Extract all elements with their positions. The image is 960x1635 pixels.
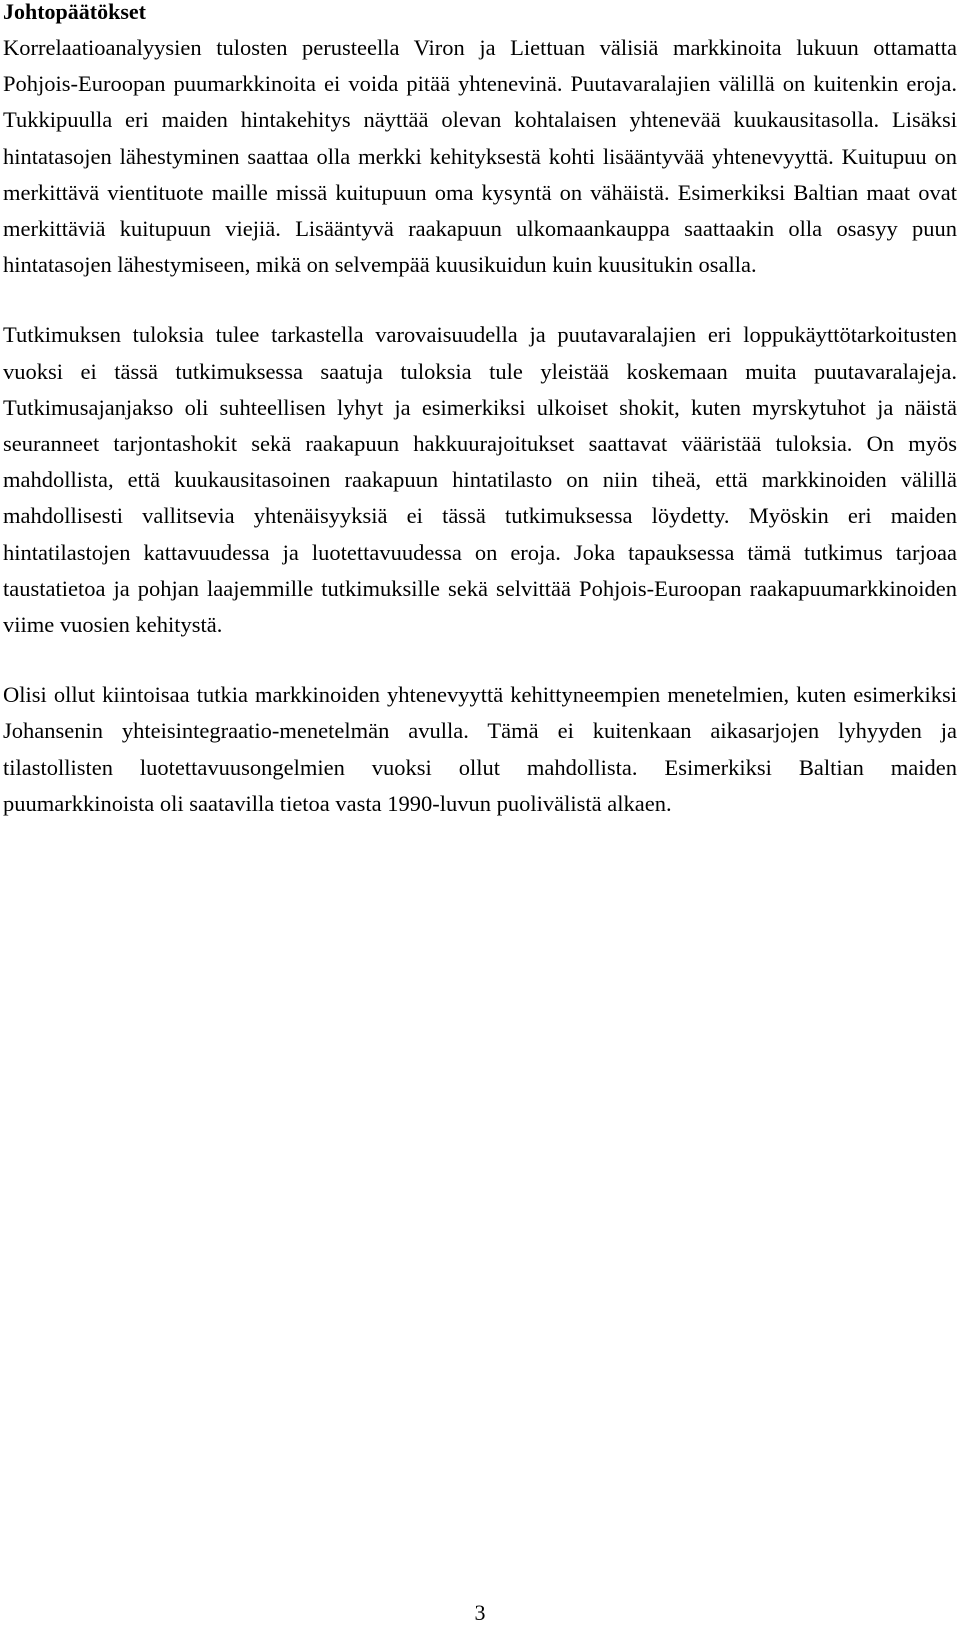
page-number: 3 [474,1600,486,1625]
paragraph-limitations: Tutkimuksen tuloksia tulee tarkastella varovaisuudella ja puutavaralajien eri loppukäyttötarkoitusten vuoksi ei tässä tutkimuksessa saatuja tuloksia tule yleistää koskemaan muita puutavaralajeja. Tutkimusajanjakso oli suhteellisen lyhyt ja esimerkiksi ulkoiset shokit, kuten myrskytuhot ja näistä seuranneet tarjontashokit sekä raakapuun hakkuurajoitukset saattavat vääristää tuloksia. On myös mahdollista, että kuukausitasoinen raakapuun hintatilasto on niin tiheä, että markkinoiden välillä mahdollisesti vallitsevia yhtenäisyyksiä ei tässä tutkimuksessa löydetty. Myöskin eri maiden hintatilastojen kattavuudessa ja luotettavuudessa on eroja. Joka tapauksessa tämä tutkimus tarjoaa taustatietoa ja pohjan laajemmille tutkimuksille sekä selvittää Pohjois-Euroopan raakapuumarkkinoiden viime vuosien kehitystä. [3,322,957,638]
section-heading: Johtopäätökset [3,0,147,24]
document-page [3,0,957,822]
paragraph-conclusions: Korrelaatioanalyysien tulosten perusteella Viron ja Liettuan välisiä markkinoita lukuun ottamatta Pohjois-Euroopan puumarkkinoita ei voida pitää yhtenevinä. Puutavaralajien välillä on kuitenkin eroja. Tukkipuulla eri maiden hintakehitys näyttää olevan kohtalaisen yhtenevää kuukausitasolla. Lisäksi hintatasojen lähestyminen saattaa olla merkki kehityksestä kohti lisääntyvää yhtenevyyttä. Kuitupuu on merkittävä vientituote maille missä kuitupuun oma kysyntä on vähäistä. Esimerkiksi Baltian maat ovat merkittäviä kuitupuun viejiä. Lisääntyvä raakapuun ulkomaankauppa saattaakin olla osasyy puun hintatasojen lähestymiseen, mikä on selvempää kuusikuidun kuin kuusitukin osalla. [3,35,957,278]
paragraph-future-research: Olisi ollut kiintoisaa tutkia markkinoiden yhtenevyyttä kehittyneempien menetelmien, kuten esimerkiksi Johansenin yhteisintegraatio-menetelmän avulla. Tämä ei kuitenkaan aikasarjojen lyhyyden ja tilastollisten luotettavuusongelmien vuoksi ollut mahdollista. Esimerkiksi Baltian maiden puumarkkinoista oli saatavilla tietoa vasta 1990-luvun puolivälistä alkaen. [3,682,957,816]
